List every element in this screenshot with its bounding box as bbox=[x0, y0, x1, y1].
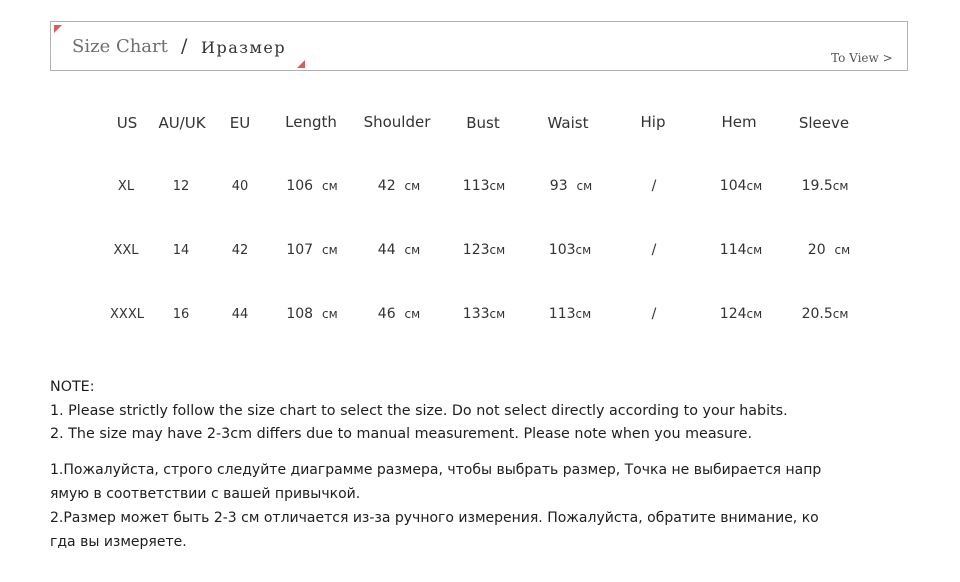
col-header-hip: Hip bbox=[640, 113, 666, 131]
title-russian: Иразмер bbox=[201, 38, 287, 57]
row3-auuk: 16 bbox=[172, 307, 190, 322]
col-header-auuk: AU/UK bbox=[158, 114, 206, 132]
col-header-sleeve: Sleeve bbox=[798, 114, 850, 132]
row3-bust: 133см bbox=[462, 306, 506, 322]
title-separator: / bbox=[181, 35, 188, 57]
row2-bust: 123см bbox=[462, 242, 506, 258]
row1-auuk: 12 bbox=[172, 179, 190, 194]
row3-us: XXXL bbox=[110, 307, 144, 322]
row1-hem: 104см bbox=[719, 178, 763, 194]
row1-shoulder: 42 см bbox=[377, 178, 421, 194]
row3-hip: / bbox=[651, 306, 657, 322]
note-ru-1-line2: ямую в соответствии с вашей привычкой. bbox=[50, 485, 361, 502]
row2-hem: 114см bbox=[719, 242, 763, 258]
col-header-us: US bbox=[116, 114, 138, 132]
size-chart-header bbox=[50, 21, 908, 71]
note-ru-2-line2: гда вы измеряете. bbox=[50, 533, 187, 550]
note-en-1: 1. Please strictly follow the size chart to select the size. Do not select directly according to your habits. bbox=[50, 402, 788, 419]
row3-shoulder: 46 см bbox=[377, 306, 421, 322]
row1-hip: / bbox=[651, 178, 657, 194]
row1-bust: 113см bbox=[462, 178, 506, 194]
row2-length: 107 см bbox=[286, 242, 338, 258]
row2-waist: 103см bbox=[548, 242, 592, 258]
col-header-waist: Waist bbox=[547, 114, 589, 132]
notes-section bbox=[50, 376, 910, 554]
row2-us: XXL bbox=[113, 243, 139, 258]
note-en-2: 2. The size may have 2-3cm differs due to manual measurement. Please note when you measure. bbox=[50, 426, 753, 442]
title-english: Size Chart bbox=[72, 36, 168, 57]
row1-eu: 40 bbox=[231, 179, 249, 194]
row2-auuk: 14 bbox=[172, 243, 190, 258]
row3-waist: 113см bbox=[548, 306, 592, 322]
corner-triangle-bottom bbox=[297, 60, 305, 68]
col-header-length: Length bbox=[285, 113, 337, 131]
col-header-eu: EU bbox=[229, 114, 251, 132]
row1-length: 106 см bbox=[286, 178, 338, 194]
row2-sleeve: 20 см bbox=[807, 242, 851, 258]
row3-sleeve: 20.5см bbox=[801, 306, 849, 322]
note-ru-1-line1: 1.Пожалуйста, строго следуйте диаграмме размера, чтобы выбрать размер, Точка не выбирается напр bbox=[50, 461, 822, 478]
row2-shoulder: 44 см bbox=[377, 242, 421, 258]
row3-eu: 44 bbox=[231, 307, 249, 322]
note-ru-2-line1: 2.Размер может быть 2-3 см отличается из-за ручного измерения. Пожалуйста, обратите внимание, ко bbox=[50, 509, 819, 526]
col-header-hem: Hem bbox=[721, 113, 757, 131]
row1-sleeve: 19.5см bbox=[801, 178, 849, 194]
row2-eu: 42 bbox=[231, 243, 249, 258]
row1-us: XL bbox=[117, 179, 135, 194]
notes-heading: NOTE: bbox=[50, 379, 95, 395]
col-header-shoulder: Shoulder bbox=[363, 113, 431, 131]
to-view-link[interactable]: To View > bbox=[831, 51, 893, 65]
row2-hip: / bbox=[651, 242, 657, 258]
row1-waist: 93 см bbox=[549, 178, 593, 194]
row3-hem: 124см bbox=[719, 306, 763, 322]
col-header-bust: Bust bbox=[466, 114, 500, 132]
corner-triangle-top-left bbox=[54, 25, 62, 33]
row3-length: 108 см bbox=[286, 306, 338, 322]
